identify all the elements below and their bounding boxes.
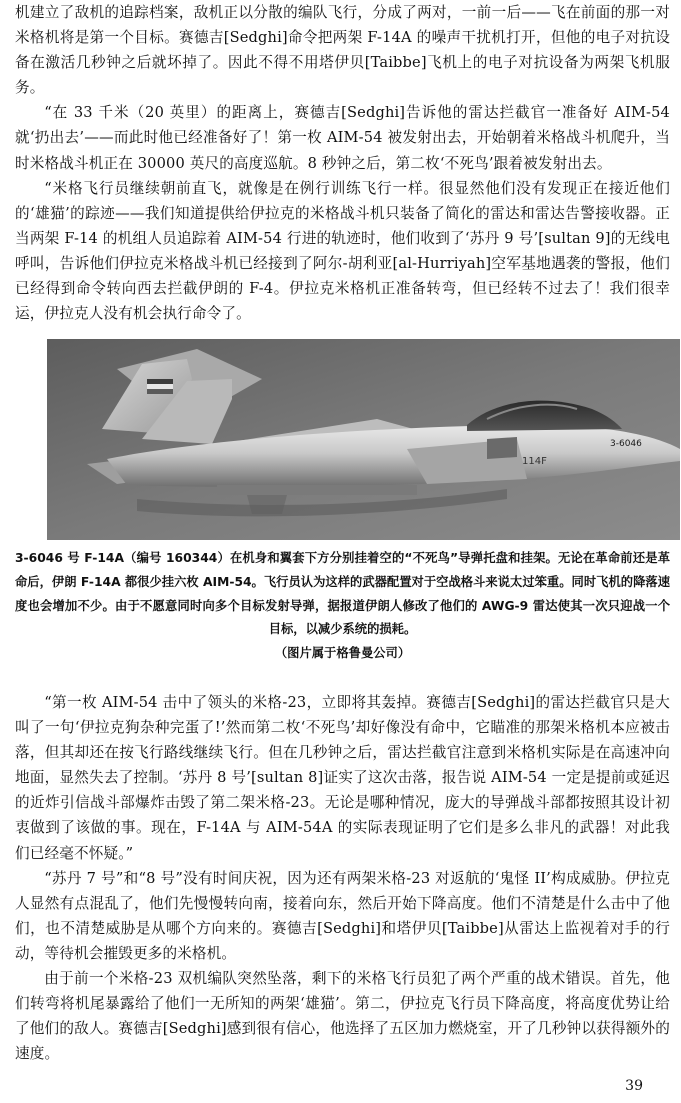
paragraph: “第一枚 AIM-54 击中了领头的米格-23，立即将其轰掉。赛德吉[Sedghi]的雷达拦截官只是大叫了一句‘伊拉克狗杂种完蛋了!’然而第二枚‘不死鸟’却好像没有命中，它瞄准的那架米格机本应被击落，但其却还在按飞行路线继续飞行。但在几秒钟之后，雷达拦截官注意到米格机实际是在高速冲向地面，显然失去了控制。‘苏丹 8 号’[sultan 8]证实了这次击落，报告说 AIM-54 一定是提前或延迟的近炸引信战斗部爆炸击毁了第二架米格-23。无论是哪种情况，庞大的导弹战斗部都按照其设计初衷做到了该做的事。现在，F-14A 与 AIM-54A 的实际表现证明了它们是多么非凡的武器！对此我们已经毫不怀疑。” (15, 694, 670, 862)
figure-caption: 3-6046 号 F-14A（编号 160344）在机身和翼套下方分别挂着空的“不死鸟”导弹托盘和挂架。无论在革命前还是革命后，伊朗 F-14A 都很少挂六枚 AIM-54。飞行员认为这样的武器配置对于空战格斗来说太过笨重。同时飞机的降落速度也会增加不少。由于不愿意同时向多个目标发射导弹，据报道伊朗人修改了他们的 AWG-9 雷达使其一次只迎战一个目标，以减少系统的损耗。 (15, 551, 670, 637)
article-text-top (15, 0, 670, 326)
aircraft-fin-code: 114F (522, 456, 547, 467)
f14-photo (47, 339, 680, 540)
paragraph: 由于前一个米格-23 双机编队突然坠落，剩下的米格飞行员犯了两个严重的战术错误。首先，他们转弯将机尾暴露给了他们一无所知的两架‘雄猫’。第二，伊拉克飞行员下降高度，将高度优势让给了他们的敌人。赛德吉[Sedghi]感到很有信心，他选择了五区加力燃烧室，开了几秒钟以获得额外的速度。 (15, 970, 670, 1063)
figure-credit: （图片属于格鲁曼公司） (274, 646, 411, 660)
paragraph: “米格飞行员继续朝前直飞，就像是在例行训练飞行一样。很显然他们没有发现正在接近他们的‘雄猫’的踪迹——我们知道提供给伊拉克的米格战斗机只装备了简化的雷达和雷达告警接收器。正当两架 F-14 的机组人员追踪着 AIM-54 行进的轨迹时，他们收到了‘苏丹 9 号’[sultan 9]的无线电呼叫，告诉他们伊拉克米格战斗机已经接到了阿尔-胡利亚[al-Hurriyah]空军基地遇袭的警报，他们已经得到命令转向西去拦截伊朗的 F-4。伊拉克米格机正准备转弯，但已经转不过去了！我们很幸运，伊拉克人没有机会执行命令了。 (15, 179, 670, 323)
article-text-bottom (15, 690, 670, 1066)
aircraft-nose-number: 3-6046 (610, 439, 642, 449)
paragraph: 机建立了敌机的追踪档案，敌机正以分散的编队飞行，分成了两对，一前一后——飞在前面的那一对米格机将是第一个目标。赛德吉[Sedghi]命令把两架 F-14A 的噪声干扰机打开，但他的电子对抗设备在激活几秒钟之后就坏掉了。因此不得不用塔伊贝[Taibbe]飞机上的电子对抗设备为两架飞机服务。 (15, 4, 670, 97)
paragraph: “苏丹 7 号”和“8 号”没有时间庆祝，因为还有两架米格-23 对返航的‘鬼怪 II’构成威胁。伊拉克人显然有点混乱了，他们先慢慢转向南，接着向东，然后开始下降高度。他们不清楚是什么击中了他们，也不清楚威胁是从哪个方向来的。赛德吉[Sedghi]和塔伊贝[Taibbe]从雷达上监视着对手的行动，等待机会摧毁更多的米格机。 (15, 869, 670, 962)
paragraph: “在 33 千米（20 英里）的距离上，赛德吉[Sedghi]告诉他的雷达拦截官一准备好 AIM-54 就‘扔出去’——而此时他已经准备好了！第一枚 AIM-54 被发射出去，开始朝着米格战斗机爬升，当时米格战斗机正在 30000 英尺的高度巡航。8 秒钟之后，第二枚‘不死鸟’跟着被发射出去。 (15, 104, 670, 172)
page-number: 39 (625, 1078, 643, 1094)
